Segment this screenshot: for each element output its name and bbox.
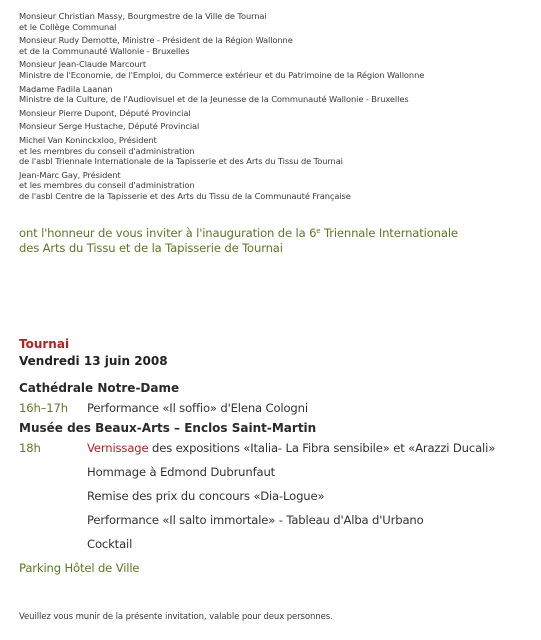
host-line: et le Collège Communal xyxy=(19,21,117,32)
invitation-line-1 xyxy=(19,226,534,241)
schedule-text: Performance «Il salto immortale» - Tableau d'Alba d'Urbano xyxy=(87,513,424,527)
host-line: Monsieur Serge Hustache, Député Provincial xyxy=(19,121,200,132)
schedule-time: 18h xyxy=(19,441,41,455)
event-date: Vendredi 13 juin 2008 xyxy=(19,354,168,368)
host-line: Monsieur Christian Massy, Bourgmestre de la Ville de Tournai xyxy=(19,11,267,21)
host-line: Jean-Marc Gay, Président xyxy=(19,169,121,180)
host-line: et de la Communauté Wallonie - Bruxelles xyxy=(19,45,190,56)
host-line: de l'asbl Centre de la Tapisserie et des Arts du Tissu de la Communauté Française xyxy=(19,190,351,201)
venue-musee: Musée des Beaux-Arts – Enclos Saint-Martin xyxy=(19,421,317,435)
schedule-row xyxy=(19,537,534,551)
parking-info: Parking Hôtel de Ville xyxy=(19,561,140,575)
schedule-row xyxy=(19,441,534,455)
host-entry xyxy=(19,170,534,202)
host-entry xyxy=(19,11,534,32)
schedule-row xyxy=(19,465,534,479)
schedule-time-empty xyxy=(19,465,87,479)
host-entry xyxy=(19,35,534,56)
vernissage-highlight: Vernissage xyxy=(87,441,149,455)
host-line: Madame Fadila Laanan xyxy=(19,83,113,94)
city-heading: Tournai xyxy=(19,337,70,351)
footer-note: Veuillez vous munir de la présente invitation, valable pour deux personnes. xyxy=(19,612,333,622)
schedule-text: Remise des prix du concours «Dia-Logue» xyxy=(87,489,325,503)
schedule-text xyxy=(87,441,495,455)
venue-cathedrale: Cathédrale Notre-Dame xyxy=(19,381,180,395)
host-line: Monsieur Jean-Claude Marcourt xyxy=(19,59,147,70)
schedule-row xyxy=(19,489,534,503)
schedule-text: Hommage à Edmond Dubrunfaut xyxy=(87,465,276,479)
schedule-text: Cocktail xyxy=(87,537,133,551)
host-entry xyxy=(19,84,534,105)
host-line: Monsieur Pierre Dupont, Député Provincial xyxy=(19,107,191,118)
invitation-line-1-end: Triennale Internationale xyxy=(320,226,458,240)
host-entry xyxy=(19,135,534,167)
schedule-row xyxy=(19,513,534,527)
host-line: de l'asbl Triennale Internationale de la Tapisserie et des Arts du Tissu de Tournai xyxy=(19,156,343,167)
host-line: Ministre de l'Economie, de l'Emploi, du Commerce extérieur et du Patrimoine de la Région Wallonne xyxy=(19,69,425,80)
host-line: et les membres du conseil d'administration xyxy=(19,180,195,191)
host-list xyxy=(19,11,534,205)
host-line: Michel Van Koninckxloo, Président xyxy=(19,134,157,145)
invitation-text xyxy=(19,226,534,255)
host-line: et les membres du conseil d'administration xyxy=(19,145,195,156)
vernissage-rest: des expositions «Italia- La Fibra sensibile» et «Arazzi Ducali» xyxy=(148,441,496,455)
schedule-time: 16h–17h xyxy=(19,401,68,415)
schedule-time-empty xyxy=(19,489,87,503)
host-entry xyxy=(19,59,534,80)
invitation-line-2: des Arts du Tissu et de la Tapisserie de Tournai xyxy=(19,240,283,255)
schedule-row xyxy=(19,401,534,415)
host-entry xyxy=(19,108,534,119)
host-line: Ministre de la Culture, de l'Audiovisuel et de la Jeunesse de la Communauté Wallonie - Bruxelles xyxy=(19,94,409,105)
invitation-line-1-start: ont l'honneur de vous inviter à l'inauguration de la 6 xyxy=(19,226,317,240)
schedule-time-empty xyxy=(19,513,87,527)
program xyxy=(19,337,534,575)
host-entry xyxy=(19,121,534,132)
schedule-text: Performance «Il soffio» d'Elena Cologni xyxy=(87,401,308,415)
host-line: Monsieur Rudy Demotte, Ministre - Président de la Région Wallonne xyxy=(19,35,293,46)
ordinal-superscript: e xyxy=(316,227,321,235)
schedule-time-empty xyxy=(19,537,87,551)
